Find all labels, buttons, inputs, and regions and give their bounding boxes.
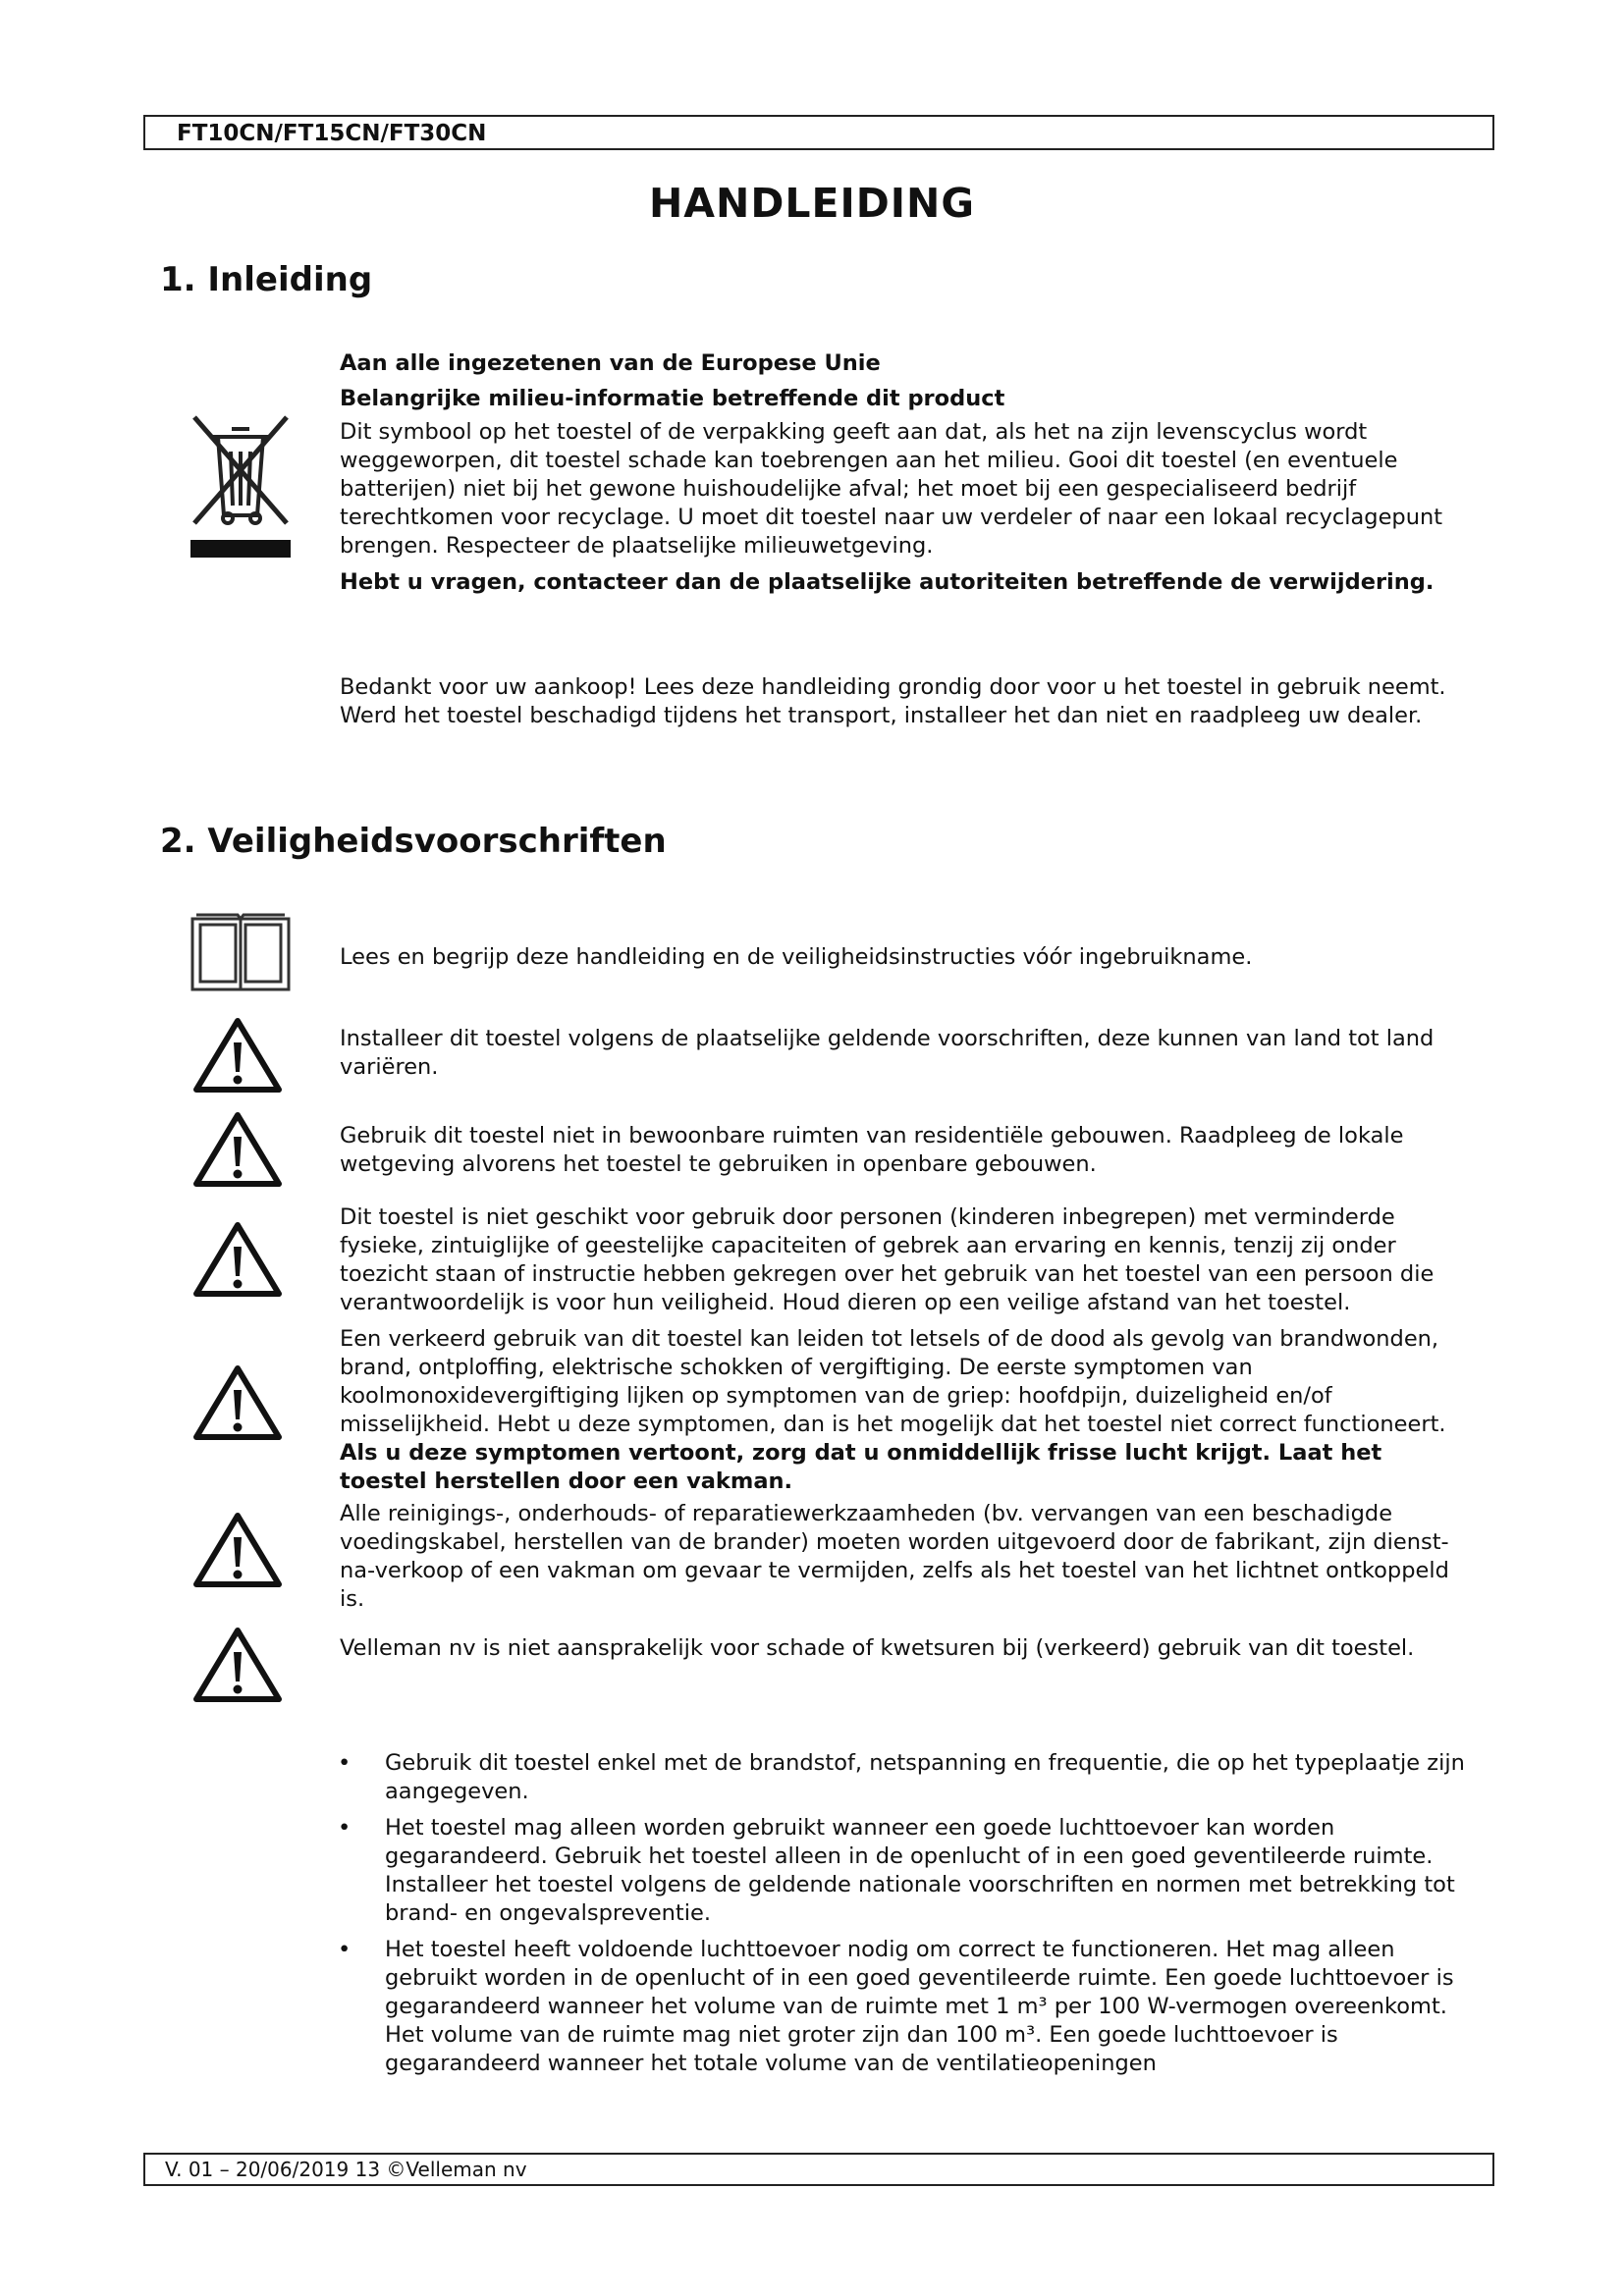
eu-subheading: Belangrijke milieu-informatie betreffende dit product [340, 386, 1005, 411]
document-footer [143, 2153, 1494, 2186]
weee-bin-icon [187, 407, 295, 564]
bullet-text: Gebruik dit toestel enkel met de brandstof, netspanning en frequentie, die op het typeplaatje zijn aangegeven. [385, 1750, 1465, 1804]
warning-icon [192, 1512, 283, 1588]
safety-item-4: Dit toestel is niet geschikt voor gebruik door personen (kinderen inbegrepen) met verminderde fysieke, zintuiglijke of geestelijke capaciteiten of gebrek aan ervaring en kennis, tenzij zij onder toezicht staan of instructie hebben gekregen over het gebruik van het toestel van een persoon die verantwoordelijk is voor hun veiligheid. Houd dieren op een veilige afstand van het toestel. [340, 1204, 1435, 1315]
safety-bullet-list [334, 1749, 1473, 2086]
eu-heading: Aan alle ingezetenen van de Europese Unie [340, 350, 881, 376]
model-number: FT10CN/FT15CN/FT30CN [177, 121, 487, 146]
document-header [143, 115, 1494, 150]
safety-item-7: Velleman nv is niet aansprakelijk voor schade of kwetsuren bij (verkeerd) gebruik van dit toestel. [340, 1635, 1415, 1661]
safety-item-5-warning: Als u deze symptomen vertoont, zorg dat u onmiddellijk frisse lucht krijgt. Laat het toestel herstellen door een vakman. [340, 1440, 1382, 1494]
section-heading-veiligheid: 2. Veiligheidsvoorschriften [160, 822, 667, 861]
safety-item-2: Installeer dit toestel volgens de plaatselijke geldende voorschriften, deze kunnen van land tot land variëren. [340, 1026, 1435, 1080]
list-item [334, 1936, 1473, 2078]
list-item [334, 1814, 1473, 1928]
warning-icon [192, 1627, 283, 1703]
safety-item-6: Alle reinigings-, onderhouds- of reparatiewerkzaamheden (bv. vervangen van een beschadigde voedingskabel, herstellen van de brander) moeten worden uitgevoerd door de fabrikant, zijn dienst-na-verkoop of een vakman om gevaar te vermijden, zelfs als het toestel van het lichtnet ontkoppeld is. [340, 1501, 1449, 1612]
eu-question: Hebt u vragen, contacteer dan de plaatselijke autoriteiten betreffende de verwijdering. [340, 569, 1435, 595]
warning-icon [192, 1364, 283, 1441]
safety-item-5-text: Een verkeerd gebruik van dit toestel kan leiden tot letsels of de dood als gevolg van brandwonden, brand, ontploffing, elektrische schokken of vergiftiging. De eerste symptomen van koolmonoxidevergiftiging lijken op symptomen van de griep: hoofdpijn, duizeligheid en/of misselijkheid. Hebt u deze symptomen, dan is het mogelijk dat het toestel niet correct functioneert. [340, 1326, 1446, 1437]
warning-icon [192, 1221, 283, 1298]
warning-icon [192, 1017, 283, 1094]
bullet-dot: • [338, 1815, 352, 1841]
weee-notice [340, 349, 1469, 597]
read-manual-icon [189, 911, 293, 995]
list-item [334, 1749, 1473, 1806]
footer-text: V. 01 – 20/06/2019 13 ©Velleman nv [165, 2158, 527, 2181]
safety-item-5 [340, 1325, 1469, 1496]
section-heading-inleiding: 1. Inleiding [160, 260, 373, 299]
bullet-dot: • [338, 1750, 352, 1776]
bullet-text: Het toestel heeft voldoende luchttoevoer nodig om correct te functioneren. Het mag alleen gebruikt worden in de openlucht of in een goed geventileerde ruimte. Een goede luchttoevoer is gegarandeerd wanneer het volume van de ruimte met 1 m³ per 100 W-vermogen overeenkomt. Het volume van de ruimte mag niet groter zijn dan 100 m³. Een goede luchttoevoer is gegarandeerd wanneer het totale volume van de ventilatieopeningen [385, 1937, 1454, 2076]
warning-icon [192, 1111, 283, 1188]
safety-item-1: Lees en begrijp deze handleiding en de veiligheidsinstructies vóór ingebruikname. [340, 944, 1253, 970]
safety-item-3: Gebruik dit toestel niet in bewoonbare ruimten van residentiële gebouwen. Raadpleeg de lokale wetgeving alvorens het toestel te gebruiken in openbare gebouwen. [340, 1123, 1404, 1177]
page-title: HANDLEIDING [648, 180, 976, 227]
thanks-paragraph: Bedankt voor uw aankoop! Lees deze handleiding grondig door voor u het toestel in gebruik neemt. Werd het toestel beschadigd tijdens het transport, installeer het dan niet en raadpleeg uw dealer. [340, 674, 1446, 728]
bullet-text: Het toestel mag alleen worden gebruikt wanneer een goede luchttoevoer kan worden gegarandeerd. Gebruik het toestel alleen in de openlucht of in een goed geventileerde ruimte. Installeer het toestel volgens de geldende nationale voorschriften en normen met betrekking tot brand- en ongevalspreventie. [385, 1815, 1455, 1926]
eu-body: Dit symbool op het toestel of de verpakking geeft aan dat, als het na zijn levenscyclus wordt weggeworpen, dit toestel schade kan toebrengen aan het milieu. Gooi dit toestel (en eventuele batterijen) niet bij het gewone huishoudelijke afval; het moet bij een gespecialiseerd bedrijf terechtkomen voor recyclage. U moet dit toestel naar uw verdeler of naar een lokaal recyclagepunt brengen. Respecteer de plaatselijke milieuwetgeving. [340, 419, 1443, 559]
bullet-dot: • [338, 1937, 352, 1962]
